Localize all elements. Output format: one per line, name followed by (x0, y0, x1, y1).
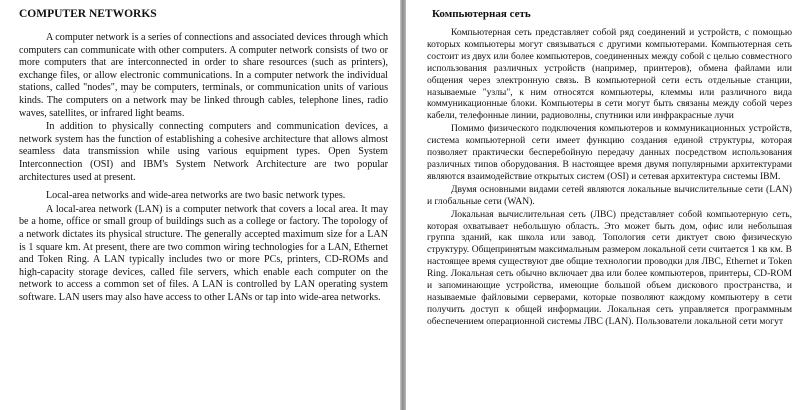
english-paragraph: In addition to physically connecting computers and communication devices, a network system has the function of establishing a cohesive architecture that allows almost seamless data transmission while using various equipment types. Open System Interconnection (OSI) and IBM's System Network Architecture are two popular architectures used at present. (19, 121, 388, 183)
russian-title: Компьютерная сеть (432, 8, 531, 20)
russian-paragraph: Компьютерная сеть представляет собой ряд соединений и устройств, с помощью которых компьютеры могут связываться с другими компьютерами. Компьютерная сеть состоит из двух или более компьютеров, соединенных между собой с целью совместного использования различных устройств (например, принтеров), обмена файлами или общения через электронную связь. В компьютерной сети есть отдельные станции, называемые "узлы", к ним относятся компьютеры, клеммы или различного вида коммуникационные блоки. Компьютеры в сети могут быть связаны между собой через кабели, телефонные линии, радиоволны, спутники или инфракрасные лучи (427, 27, 792, 122)
english-title: COMPUTER NETWORKS (19, 8, 157, 20)
russian-page (406, 0, 800, 410)
russian-paragraph: Локальная вычислительная сеть (ЛВС) представляет собой компьютерную сеть, которая охватывает небольшую область. Это может быть дом, офис или небольшая группа зданий, как школа или завод. Топология сети диктует свою физическую структуру. Общепринятым максимальным размером локальной сети считается 1 кв км. В настоящее время существуют две общие технологии проводки для ЛВС, Ethernet и Token Ring. Локальная сеть обычно включает два или более компьютеров, принтеры, CD-ROM и запоминающие устройства, имеющие большой объем дискового пространства, и называемые файловыми серверами, которые позволяют каждому компьютеру в сети получить доступ к общей информации. Локальная сеть управляется программным обеспечением операционной системы ЛВС (LAN). Пользователи локальной сети могут (427, 208, 792, 327)
russian-paragraph: Помимо физического подключения компьютеров и коммуникационных устройств, система компьютерной сети имеет функцию создания единой структуры, которая позволяет практически бесперебойную передачу данных посредством использования различных типов оборудования. В настоящее время двумя популярными архитектурами являются взаимодействие открытых систем (OSI) и сетевая архитектура системы IBM. (427, 123, 792, 182)
russian-paragraph: Двумя основными видами сетей являются локальные вычислительные сети (LAN) и глобальные сети (WAN). (427, 183, 792, 207)
english-paragraph: Local-area networks and wide-area networks are two basic network types. (46, 190, 346, 202)
english-paragraph: A computer network is a series of connections and associated devices through which computers can communicate with other computers. A computer network consists of two or more computers that are interconnected in order to share resources (such as printers), exchange files, or allow electronic communications. In a computer network the individual stations, called "nodes", may be computers, terminals, or communication units of various kinds. The computers on a network may be linked through cables, telephone lines, radio waves, satellites, or infrared light beams. (19, 32, 388, 119)
english-paragraph: A local-area network (LAN) is a computer network that covers a local area. It may be a home, office or small group of buildings such as a college or factory. The topology of a network dictates its physical structure. The generally accepted maximum size for a LAN is 1 square km. At present, there are two common wiring technologies for a LAN, Ethernet and Token Ring. A LAN typically includes two or more PCs, printers, CD-ROMs and high-capacity storage devices, called file servers, which enable each computer on the network to access a common set of files. A LAN is controlled by LAN operating system software. LAN users may also have access to other LANs or tap into wide-area networks. (19, 203, 388, 303)
